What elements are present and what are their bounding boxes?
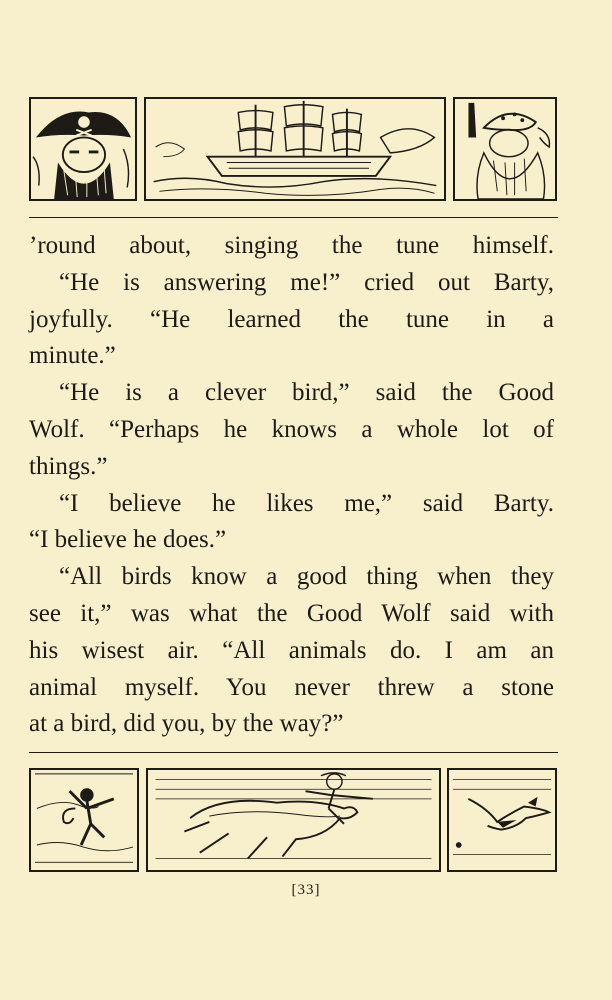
text-line: animal myself. You never threw a stone — [29, 673, 554, 701]
pirate-skull-hat-illustration — [29, 97, 137, 201]
monkey-icon — [31, 770, 137, 870]
monkey-illustration — [29, 768, 139, 872]
wolf-running-icon — [148, 770, 439, 870]
text-line: Wolf. “Perhaps he knows a whole lot of — [29, 415, 554, 443]
text-line: “He is answering me!” cried out Barty, — [59, 268, 554, 296]
text-line: “He is a clever bird,” said the Good — [59, 379, 554, 407]
pirate-ship-illustration — [144, 97, 446, 201]
bird-icon — [449, 770, 555, 870]
text-line: “I believe he likes me,” said Barty. — [59, 489, 554, 517]
wolf-and-child-illustration — [146, 768, 441, 872]
text-line: ’round about, singing the tune himself. — [29, 232, 554, 259]
ship-icon — [146, 99, 444, 199]
page-number: [33] — [291, 882, 321, 898]
flying-bird-illustration — [447, 768, 557, 872]
text-line: minute.” — [29, 342, 116, 370]
bottom-illustration-strip — [29, 768, 558, 878]
text-line: his wisest air. “All animals do. I am an — [29, 636, 554, 664]
text-line: joyfully. “He learned the tune in a — [29, 305, 554, 333]
bottom-divider-rule — [29, 752, 558, 753]
text-line: “All birds know a good thing when they — [59, 563, 554, 591]
pirate-skull-hat-icon — [31, 99, 135, 199]
top-illustration-strip — [29, 97, 558, 207]
bearded-pirate-illustration — [453, 97, 557, 201]
body-text — [29, 228, 554, 743]
text-line: at a bird, did you, by the way?” — [29, 710, 344, 738]
top-divider-rule — [29, 217, 558, 218]
text-line: “I believe he does.” — [29, 526, 227, 554]
bearded-pirate-icon — [455, 99, 555, 199]
text-line: things.” — [29, 452, 108, 480]
text-line: see it,” was what the Good Wolf said with — [29, 599, 554, 627]
